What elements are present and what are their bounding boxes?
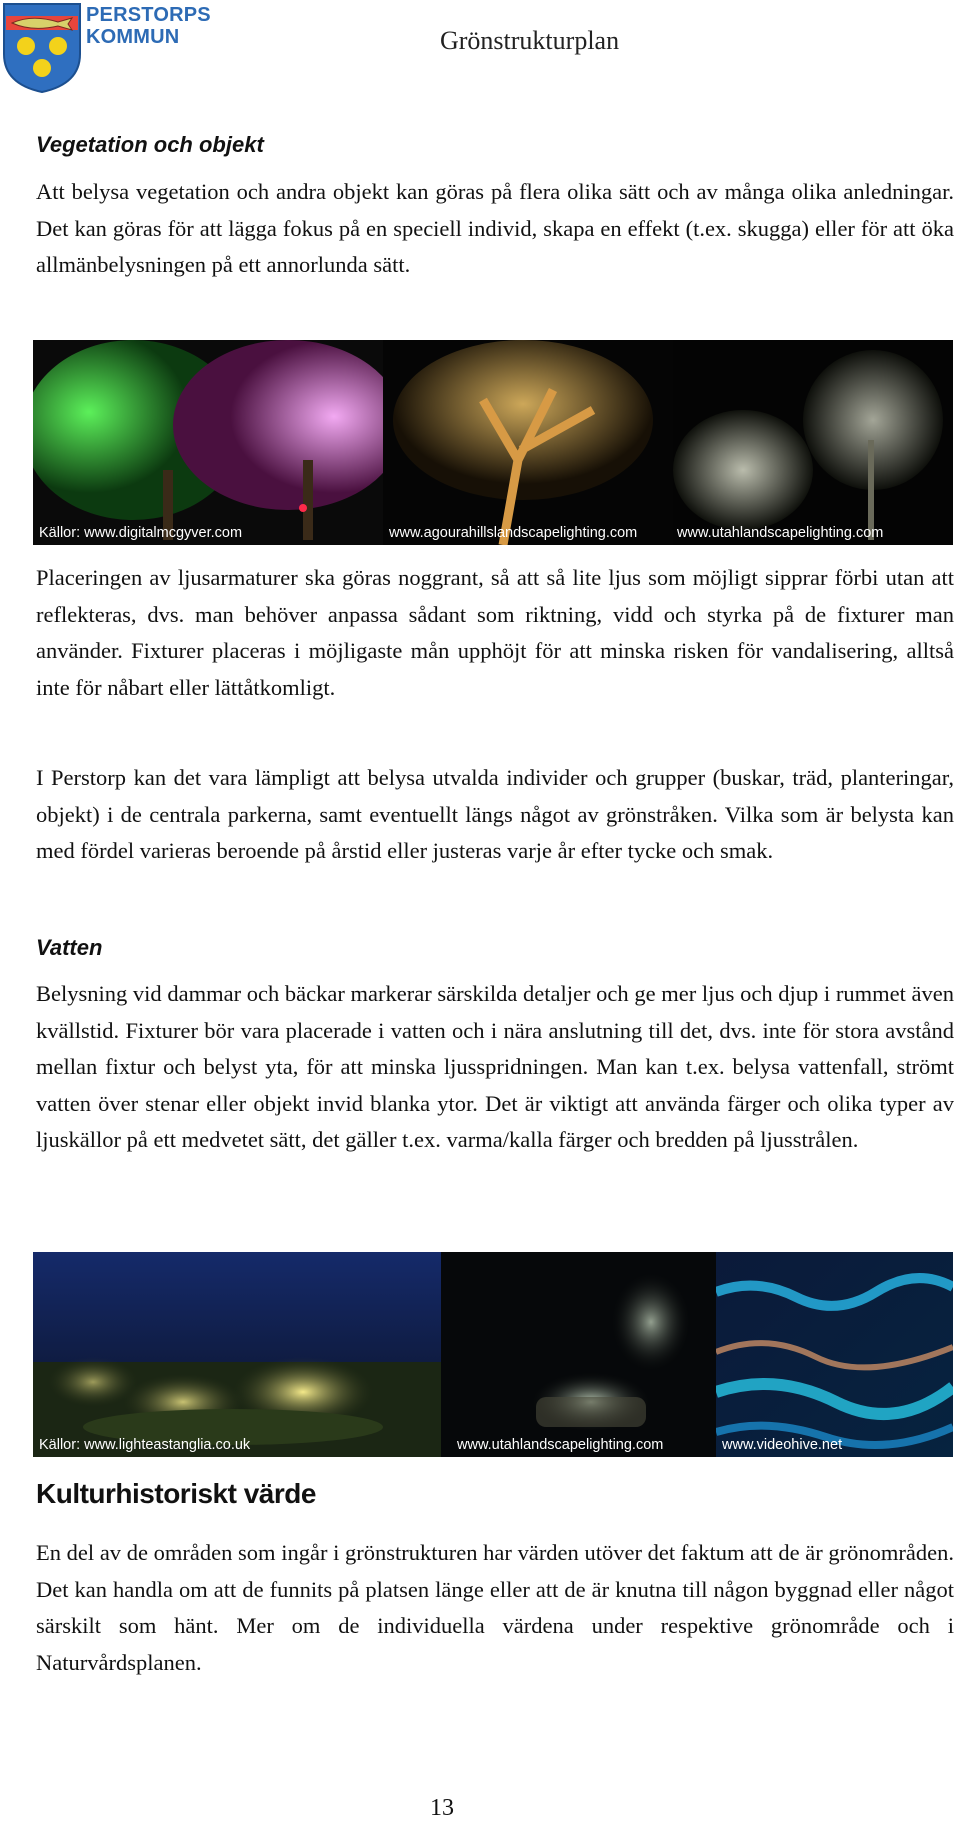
photo-lit-trees-white [673,340,953,545]
paragraph-kultur: En del av de områden som ingår i grönstrukturen har värden utöver det faktum att de är grönområden. Det kan handla om att de funnits på platsen länge eller att de är knutna till någon byggnad eller något särskilt som hänt. Mer om de individuella värdena under respektive grönområde och i Naturvårdsplanen. [36,1540,954,1675]
heading-vegetation: Vegetation och objekt [36,132,264,157]
document-title: Grönstrukturplan [440,26,620,55]
photo-water-ripples [716,1252,953,1457]
photo-caption-1: Källor: www.digitalmcgyver.com [39,525,243,541]
logo-text-line2: KOMMUN [86,26,180,48]
page-number: 13 [430,1795,454,1821]
heading-kulturhistoriskt: Kulturhistoriskt värde [36,1478,316,1509]
photo-row-vatten [33,1252,953,1457]
photo-caption-4: Källor: www.lighteastanglia.co.uk [39,1437,251,1453]
paragraph-placering: Placeringen av ljusarmaturer ska göras noggrant, så att så lite ljus som möjligt sipprar förbi utan att reflekteras, dvs. man behöver anpassa sådant som riktning, vidd och styrka på de fixturer man använder. Fixturer placeras i möjligaste mån upphöjt för att minska risken för vandalisering, alltså inte för nåbart eller lättåtkomligt. [36,565,954,700]
photo-caption-3: www.utahlandscapelighting.com [677,525,884,541]
paragraph-vatten: Belysning vid dammar och bäckar markerar särskilda detaljer och ge mer ljus och djup i rummet även kvällstid. Fixturer bör vara placerade i vatten och i nära anslutning till det, dvs. inte för stora avstånd mellan fixtur och belyst yta, för att minska ljusspridningen. Man kan t.ex. belysa vattenfall, strömt vatten över stenar eller objekt invid blanka ytor. Det är viktigt att använda färger och olika typer av ljuskällor på ett medvetet sätt, det gäller t.ex. varma/kalla färger och bredden på ljusstrålen. [36,981,954,1152]
photo-caption-6: www.videohive.net [722,1437,843,1453]
coat-of-arms-icon [2,2,84,94]
photo-stream-lighting [441,1252,716,1457]
photo-lit-trees-green-pink [33,340,383,545]
photo-row-vegetation [33,340,953,545]
logo-text-line1: PERSTORPS [86,4,211,26]
paragraph-vegetation-intro: Att belysa vegetation och andra objekt kan göras på flera olika sätt och av många olika anledningar. Det kan göras för att lägga fokus på en speciell individ, skapa en effekt (t.ex. skugga) eller för att öka allmänbelysningen på ett annorlunda sätt. [36,179,954,277]
photo-caption-5: www.utahlandscapelighting.com [457,1437,664,1453]
paragraph-perstorp: I Perstorp kan det vara lämpligt att belysa utvalda individer och grupper (buskar, träd, planteringar, objekt) i de centrala parkerna, samt eventuellt längs något av grönstråken. Vilka som är belysta kan med fördel varieras beroende på årstid eller justeras varje år efter tycke och smak. [36,765,954,863]
photo-lit-tree-warm [383,340,673,545]
municipality-logo [2,2,211,94]
heading-vatten: Vatten [36,935,103,960]
photo-pond-lighting [33,1252,441,1457]
photo-caption-2: www.agourahillslandscapelighting.com [389,525,638,541]
